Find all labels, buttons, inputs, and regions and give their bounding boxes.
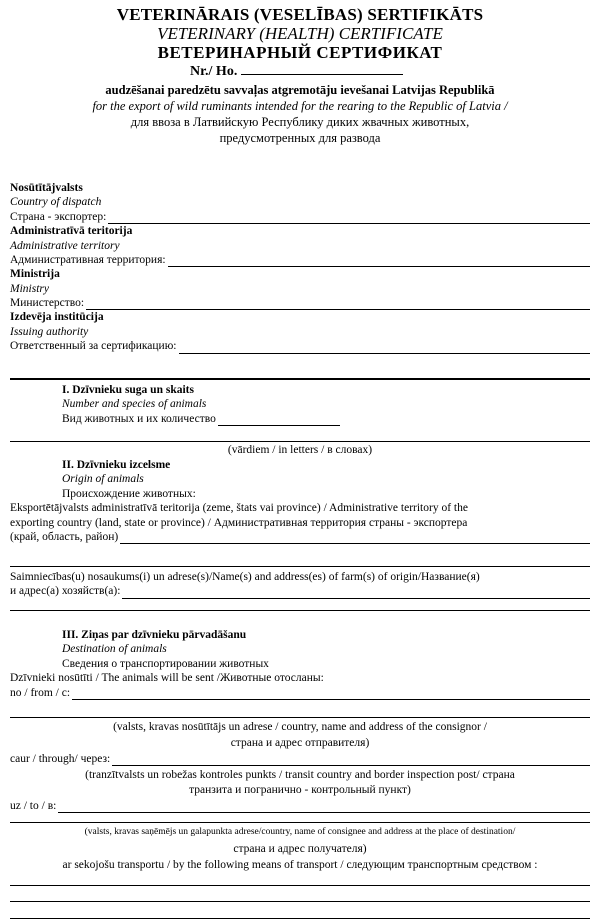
nr-field[interactable] [241, 62, 403, 75]
through-input[interactable] [112, 755, 590, 766]
section1-heading: I. Dzīvnieku suga un skaits [62, 384, 194, 396]
issuing-label-lv: Izdevēja institūcija [10, 311, 104, 324]
issuing-input[interactable] [179, 343, 591, 354]
territory-label-ru: Административная территория: [10, 253, 166, 266]
issuing-field [10, 339, 590, 353]
territory-text-1: Eksportētājvalsts administratīvā teritorija (zeme, štats vai province) / Administrative territory of the [10, 502, 468, 515]
section-2 [10, 458, 590, 544]
subtitle-en: for the export of wild ruminants intended for the rearing to the Republic of Latvia / [92, 99, 508, 113]
farm-text-1: Saimniecības(u) nosaukums(i) un adrese(s)/Name(s) and address(es) of farm(s) of origin/Название(я) [10, 571, 480, 583]
origin-territory-field [10, 530, 590, 544]
section3-en: Destination of animals [62, 643, 167, 656]
farm-field [10, 584, 590, 598]
origin-line-2 [10, 566, 590, 567]
territory-label-en: Administrative territory [10, 239, 120, 252]
from-field [10, 686, 590, 700]
transport-line: ar sekojošu transportu / by the following means of transport / следующим транспортным средством : [62, 859, 538, 871]
authority-block [10, 181, 590, 354]
consignee-caption-1: (valsts, kravas saņēmējs un galapunkta adrese/country, name of consignee and address at the place of destination/ [84, 827, 516, 837]
ministry-label-en: Ministry [10, 282, 49, 295]
section2-en: Origin of animals [62, 473, 144, 486]
to-input[interactable] [58, 802, 590, 813]
section3-ru: Сведения о транспортировании животных [62, 657, 269, 670]
territory-text-2: exporting country (land, state or province) / Административная территория страны - экспортера [10, 516, 468, 529]
territory-field [10, 253, 590, 267]
through-block [10, 752, 590, 766]
consignor-caption-2: страна и адрес отправителя) [230, 737, 370, 749]
subtitle-lv: audzēšanai paredzētu savvaļas atgremotāju ievešanai Latvijas Republikā [105, 83, 495, 97]
subtitle-ru-2: предусмотренных для развода [219, 131, 381, 145]
section3-heading: III. Ziņas par dzīvnieku pārvadāšanu [62, 629, 247, 641]
issuing-label-en: Issuing authority [10, 325, 89, 338]
ministry-field [10, 296, 590, 310]
from-label: no / from / с: [10, 686, 71, 699]
farm-text-2: и адрес(а) хозяйств(а): [10, 585, 121, 598]
issuing-label-ru: Ответственный за сертификацию: [10, 340, 177, 353]
title-ru: ВЕТЕРИНАРНЫЙ СЕРТИФИКАТ [157, 43, 443, 62]
ministry-label-lv: Ministrija [10, 268, 60, 281]
in-letters-caption: (vārdiem / in letters / в словах) [227, 444, 373, 456]
section-3 [10, 628, 590, 700]
farm-input[interactable] [122, 588, 590, 599]
transport-input-2[interactable] [10, 901, 590, 902]
sent-line: Dzīvnieki nosūtīti / The animals will be sent /Животные отосланы: [10, 672, 324, 685]
farm-line-2 [10, 610, 590, 611]
to-field [10, 799, 590, 813]
section-divider [10, 378, 590, 380]
section1-en: Number and species of animals [62, 398, 207, 411]
country-label-ru: Страна - экспортер: [10, 210, 107, 223]
through-field [10, 752, 590, 766]
territory-label-lv: Administratīvā teritorija [10, 225, 133, 238]
consignor-caption-1: (valsts, kravas nosūtītājs un adrese / country, name and address of the consignor / [113, 721, 487, 733]
from-input[interactable] [72, 689, 590, 700]
from-line-2 [10, 717, 590, 718]
section2-heading: II. Dzīvnieku izcelsme [62, 459, 171, 471]
to-label: uz / to / в: [10, 800, 57, 812]
territory-text-3: (край, область, район) [10, 530, 119, 543]
transport-input-1[interactable] [10, 885, 590, 886]
consignee-caption-2: страна и адрес получателя) [233, 843, 367, 855]
transit-caption-2: транзита и пограничнo - контрольный пункт) [189, 784, 411, 796]
species-input[interactable] [218, 415, 340, 426]
section2-ru: Происхождение животных: [62, 487, 196, 500]
certificate-number [190, 62, 600, 80]
through-label: caur / through/ через: [10, 753, 111, 765]
transit-caption-1: (tranzītvalsts un robežas kontroles punkts / transit country and border inspection post/ страна [85, 769, 515, 781]
nr-label: Nr./ Но. [190, 64, 238, 79]
transport-input-3[interactable] [10, 918, 590, 919]
subtitle-ru-1: для ввоза в Латвийскую Республику диких жвачных животных, [130, 115, 470, 129]
to-line-2 [10, 822, 590, 823]
farm-block [10, 570, 590, 599]
title-en: VETERINARY (HEALTH) CERTIFICATE [157, 24, 443, 43]
country-label-en: Country of dispatch [10, 196, 102, 209]
to-block [10, 799, 590, 813]
section1-field [62, 412, 340, 426]
territory-input[interactable] [168, 256, 590, 267]
country-field [10, 210, 590, 224]
title-lv: VETERINĀRAIS (VESELĪBAS) SERTIFIKĀTS [116, 5, 484, 24]
section-1 [10, 383, 590, 426]
origin-territory-input[interactable] [120, 533, 590, 544]
country-label-lv: Nosūtītājvalsts [10, 182, 83, 194]
section1-ru: Вид животных и их количество [62, 412, 216, 425]
in-letters-line [10, 441, 590, 442]
ministry-label-ru: Министерство: [10, 297, 85, 309]
country-input[interactable] [108, 213, 590, 224]
ministry-input[interactable] [86, 299, 590, 310]
